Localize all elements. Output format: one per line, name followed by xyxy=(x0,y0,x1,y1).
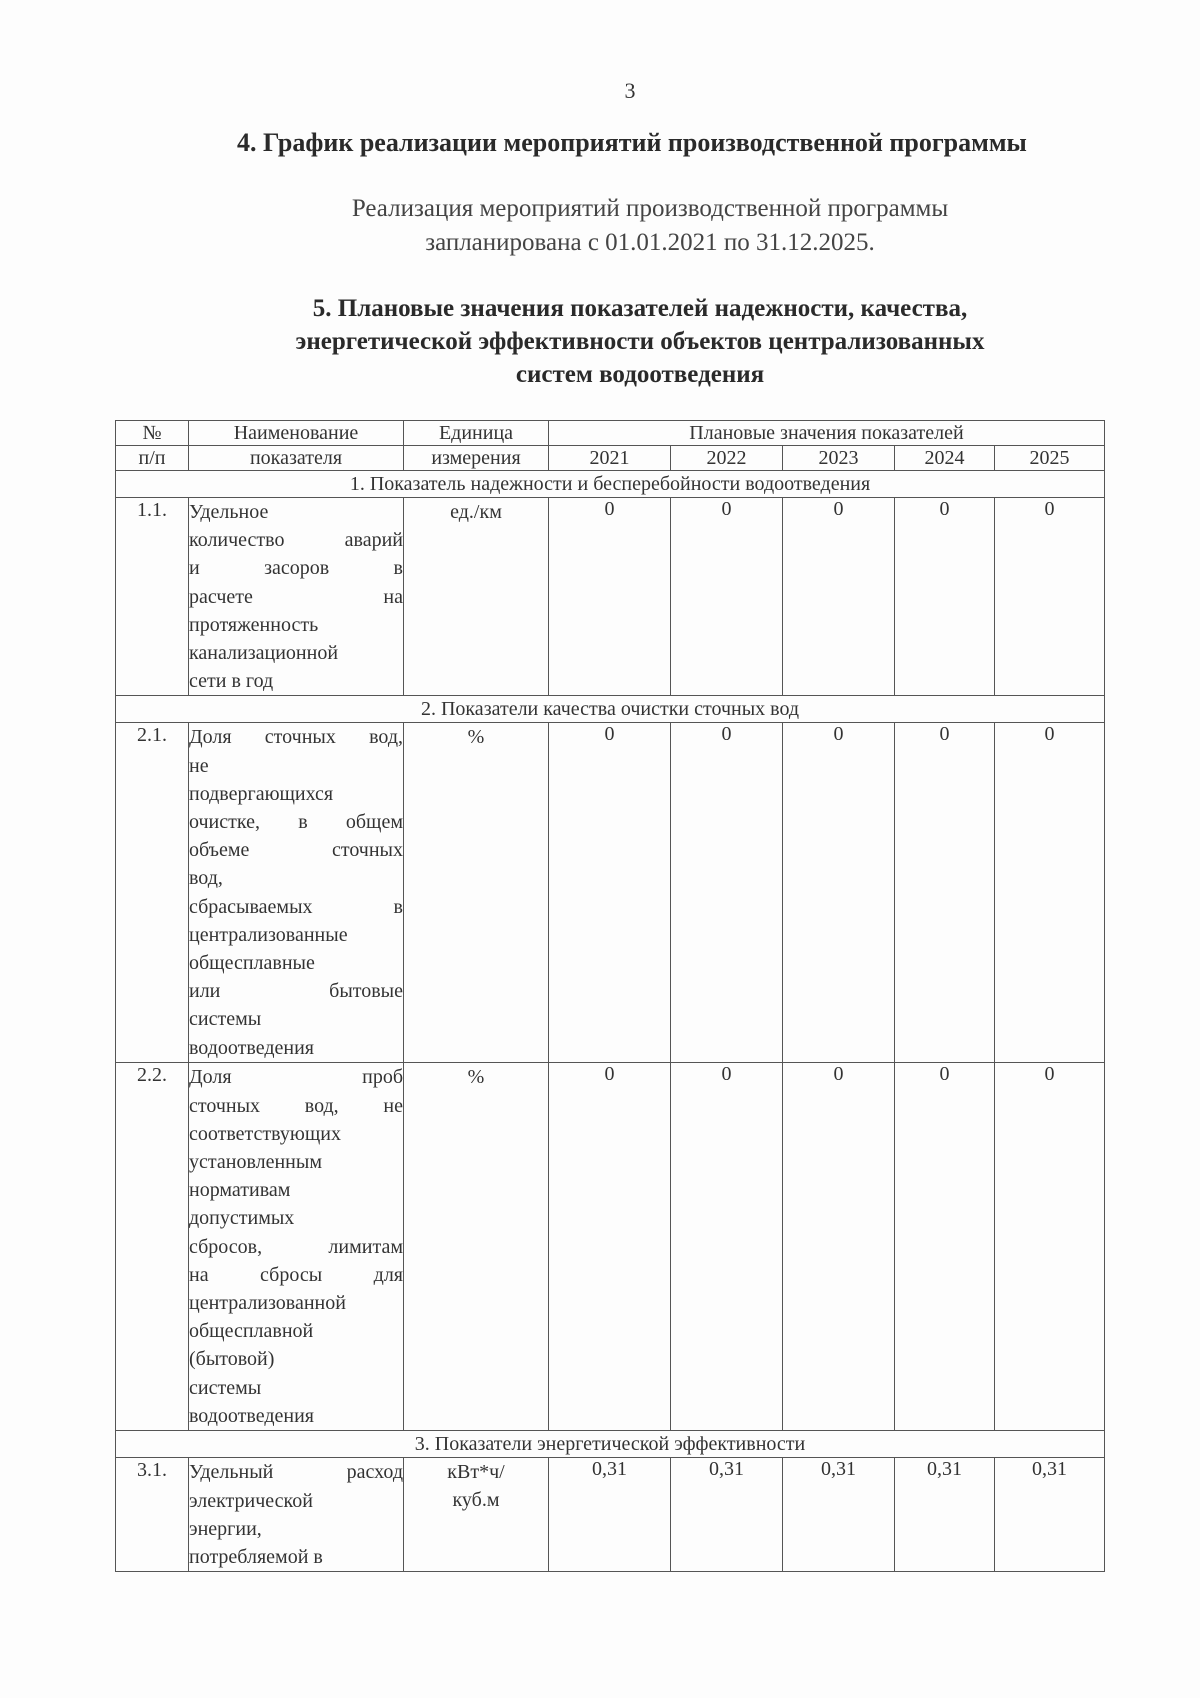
indicator-name-line: протяженность xyxy=(189,613,319,636)
indicator-name-line: на сбросы для xyxy=(189,1263,403,1286)
header-unit-line-1: Единица xyxy=(438,422,514,444)
value-cell: 0 xyxy=(549,1063,671,1431)
section-title: 2. Показатели качества очистки сточных вод xyxy=(116,696,1105,723)
section-5-heading-line-2: энергетической эффективности объектов централизованных xyxy=(295,328,985,355)
table-row xyxy=(116,498,1105,696)
value-cell: 0 xyxy=(671,723,783,1063)
value-cell: 0 xyxy=(895,723,995,1063)
indicator-name xyxy=(189,1458,404,1572)
indicator-name-line: или бытовые xyxy=(189,980,403,1003)
header-num xyxy=(116,421,189,446)
indicator-name-line: водоотведения xyxy=(189,1036,314,1059)
section-title: 1. Показатель надежности и бесперебойности водоотведения xyxy=(116,471,1105,498)
header-name-line-1: Наименование xyxy=(233,422,359,444)
indicator-name-line: подвергающихся xyxy=(189,782,334,805)
value-cell: 0 xyxy=(995,1063,1105,1431)
unit-line-1: % xyxy=(467,1066,485,1089)
header-year: 2021 xyxy=(549,446,671,471)
value-cell: 0,31 xyxy=(671,1458,783,1572)
indicator-name-line: электрической xyxy=(189,1489,313,1512)
value-cell: 0,31 xyxy=(895,1458,995,1572)
indicator-name-line: не xyxy=(189,754,209,777)
header-num-2: п/п xyxy=(116,446,189,471)
unit-line-1: ед./км xyxy=(450,501,502,523)
indicator-name-line: Доля проб xyxy=(189,1066,403,1089)
unit-cell xyxy=(404,723,549,1063)
indicator-name-line: сточных вод, не xyxy=(189,1094,403,1117)
indicator-name-line: общесплавные xyxy=(189,952,315,975)
indicator-name-line: канализационной xyxy=(189,642,339,665)
section-5-heading-line-1: 5. Плановые значения показателей надежности, качества, xyxy=(312,295,968,322)
header-unit xyxy=(404,421,549,446)
table-row xyxy=(116,1458,1105,1572)
row-number: 3.1. xyxy=(116,1458,189,1572)
indicator-name-line: Доля сточных вод, xyxy=(189,726,403,749)
indicator-name-line: сбросов, лимитам xyxy=(189,1235,403,1258)
value-cell: 0 xyxy=(895,498,995,696)
table-row xyxy=(116,723,1105,1063)
value-cell: 0,31 xyxy=(995,1458,1105,1572)
header-year: 2024 xyxy=(895,446,995,471)
indicator-name-line: соответствующих xyxy=(189,1122,341,1145)
value-cell: 0 xyxy=(549,723,671,1063)
value-cell: 0,31 xyxy=(783,1458,895,1572)
indicator-name-line: расчете на xyxy=(189,585,403,608)
schedule-text-line-2: запланирована с 01.01.2021 по 31.12.2025. xyxy=(425,229,875,256)
indicator-name-line: количество аварий xyxy=(189,529,403,552)
indicator-name-line: общесплавной xyxy=(189,1320,314,1343)
header-name-2: показателя xyxy=(189,446,404,471)
value-cell: 0 xyxy=(549,498,671,696)
value-cell: 0 xyxy=(783,723,895,1063)
header-unit-2: измерения xyxy=(404,446,549,471)
value-cell: 0 xyxy=(783,498,895,696)
indicator-name-line: нормативам xyxy=(189,1179,291,1202)
indicator-name-line: и засоров в xyxy=(189,557,403,580)
indicator-name-line: объеме сточных xyxy=(189,839,403,862)
section-4-heading: 4. График реализации мероприятий производственной программы xyxy=(237,128,1027,157)
unit-line-2: куб.м xyxy=(452,1489,500,1512)
indicator-name-line: очистке, в общем xyxy=(189,811,403,834)
page-number: 3 xyxy=(624,78,636,103)
section-row xyxy=(116,471,1105,498)
schedule-text xyxy=(300,192,1000,260)
value-cell: 0 xyxy=(995,723,1105,1063)
section-row xyxy=(116,696,1105,723)
value-cell: 0 xyxy=(895,1063,995,1431)
indicator-name xyxy=(189,498,404,696)
unit-cell xyxy=(404,1063,549,1431)
header-year: 2022 xyxy=(671,446,783,471)
indicator-name-line: Удельный расход xyxy=(189,1461,403,1484)
indicator-name-line: Удельное xyxy=(189,501,269,523)
row-number: 1.1. xyxy=(116,498,189,696)
indicator-name-line: установленным xyxy=(189,1151,322,1174)
row-number: 2.1. xyxy=(116,723,189,1063)
header-row-2 xyxy=(116,446,1105,471)
indicator-name-line: системы xyxy=(189,1008,262,1031)
section-5-heading-line-3: систем водоотведения xyxy=(515,361,765,388)
indicator-name-line: (бытовой) xyxy=(189,1348,275,1371)
unit-line-1: % xyxy=(467,726,485,749)
header-year: 2023 xyxy=(783,446,895,471)
value-cell: 0 xyxy=(671,498,783,696)
unit-cell xyxy=(404,1458,549,1572)
unit-line-1: кВт*ч/ xyxy=(447,1461,505,1484)
value-cell: 0 xyxy=(783,1063,895,1431)
indicator-name-line: допустимых xyxy=(189,1207,295,1230)
indicator-name-line: централизованные xyxy=(189,923,348,946)
section-title: 3. Показатели энергетической эффективности xyxy=(116,1431,1105,1458)
indicator-name-line: сети в год xyxy=(189,670,274,693)
header-planned: Плановые значения показателей xyxy=(549,421,1105,446)
indicator-name-line: энергии, xyxy=(189,1517,262,1540)
header-row-1 xyxy=(116,421,1105,446)
table-row xyxy=(116,1063,1105,1431)
indicator-name-line: централизованной xyxy=(189,1292,346,1315)
header-num-line-1: № xyxy=(142,422,162,444)
schedule-text-line-1: Реализация мероприятий производственной программы xyxy=(351,195,949,222)
value-cell: 0,31 xyxy=(549,1458,671,1572)
indicators-table xyxy=(115,420,1105,1572)
value-cell: 0 xyxy=(671,1063,783,1431)
section-5-heading xyxy=(230,292,1050,391)
section-row xyxy=(116,1431,1105,1458)
indicator-name-line: потребляемой в xyxy=(189,1546,323,1569)
indicator-name-line: сбрасываемых в xyxy=(189,895,403,918)
value-cell: 0 xyxy=(995,498,1105,696)
row-number: 2.2. xyxy=(116,1063,189,1431)
indicator-name-line: системы xyxy=(189,1376,262,1399)
unit-cell xyxy=(404,498,549,696)
indicator-name-line: вод, xyxy=(189,867,223,890)
indicator-name-line: водоотведения xyxy=(189,1404,314,1427)
indicator-name xyxy=(189,1063,404,1431)
indicator-name xyxy=(189,723,404,1063)
header-year: 2025 xyxy=(995,446,1105,471)
header-name xyxy=(189,421,404,446)
